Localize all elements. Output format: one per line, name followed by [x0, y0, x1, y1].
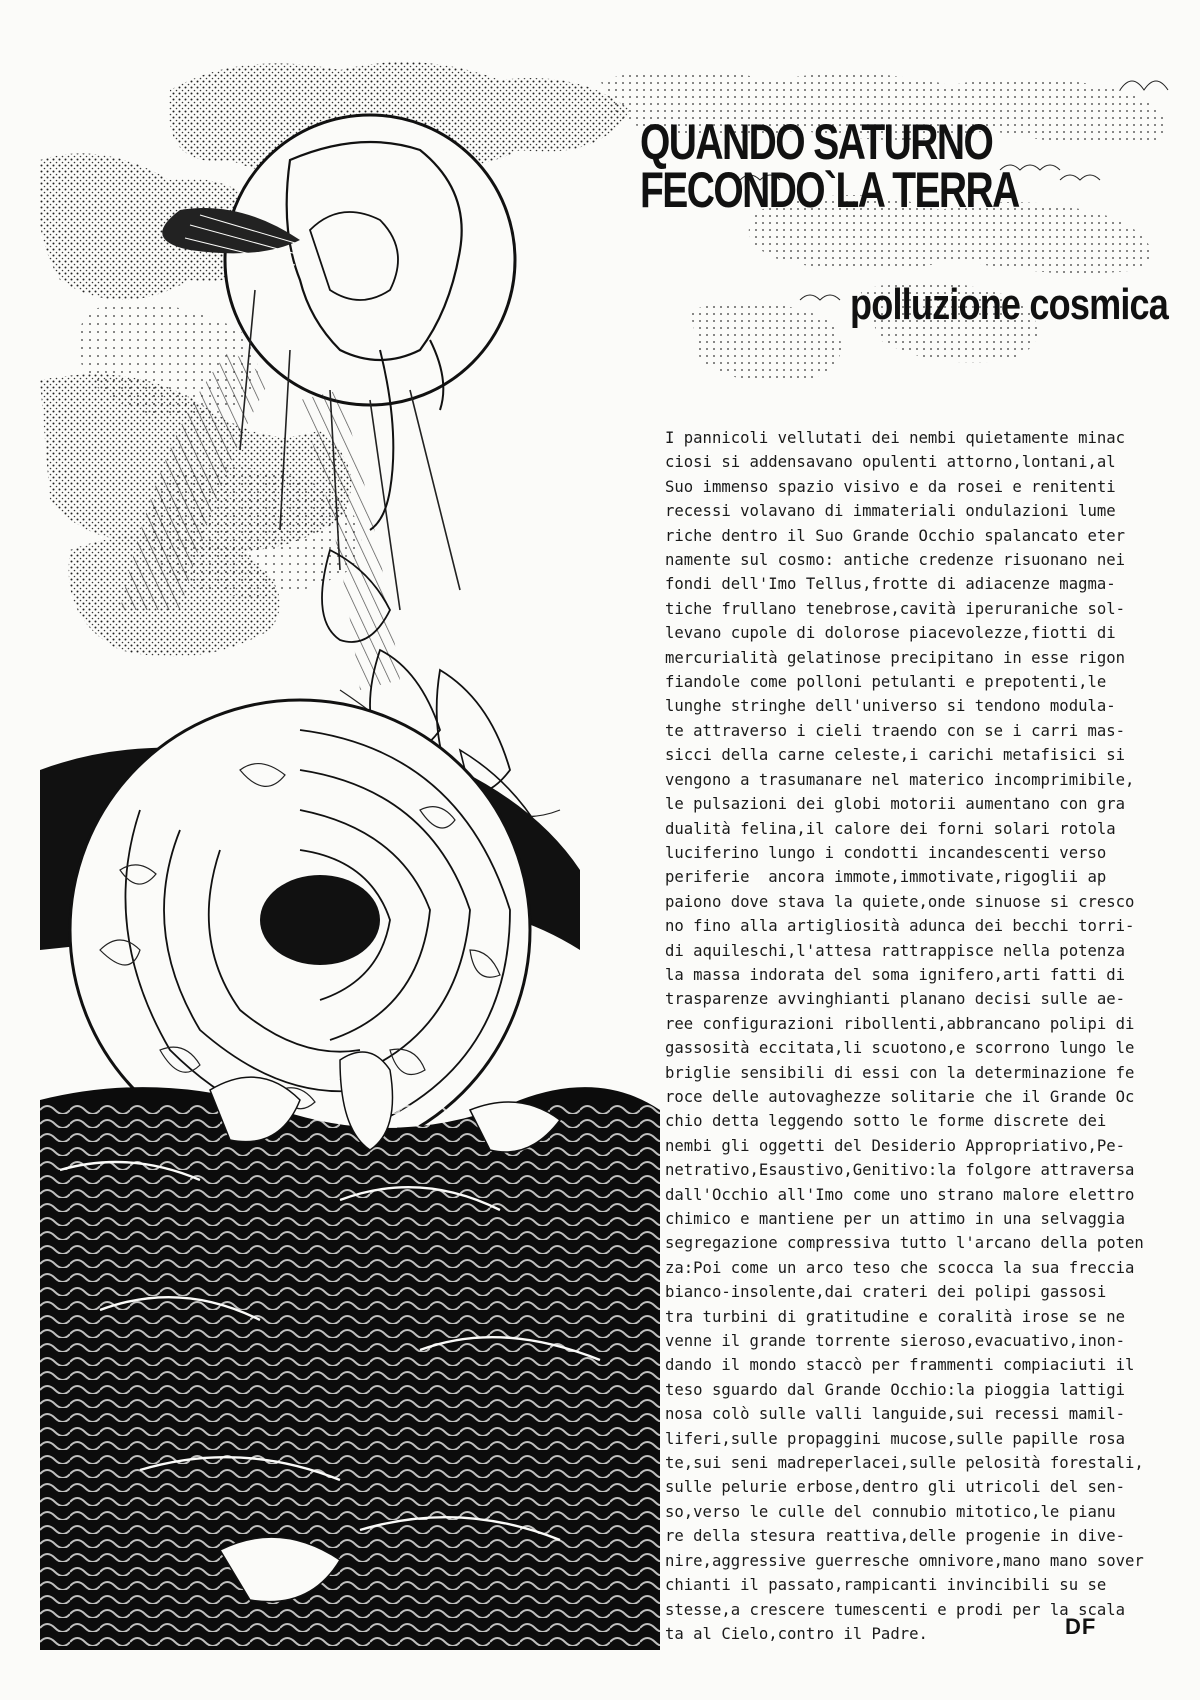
body-line: lunghe stringhe dell'universo si tendono modula- [665, 697, 1116, 716]
body-line: paiono dove stava la quiete,onde sinuose si cresco [665, 892, 1135, 911]
body-line: dall'Occhio all'Imo come uno strano malore elettro [665, 1185, 1135, 1204]
author-signature: DF [1065, 1614, 1097, 1639]
body-line: trasparenze avvinghianti planano decisi sulle ae- [665, 990, 1126, 1009]
body-line: nire,aggressive guerresche omnivore,mano mano sover [665, 1551, 1144, 1570]
body-line: periferie ancora immote,immotivate,rigoglii ap [665, 868, 1107, 887]
clouds-right-art [600, 60, 1180, 400]
article-subtitle: polluzione cosmica [850, 280, 1169, 329]
body-line: ciosi si addensavano opulenti attorno,lontani,al [665, 453, 1116, 472]
body-line: nosa colò sulle valli languide,sui recessi mamil- [665, 1405, 1126, 1424]
clouds-right [600, 60, 1180, 400]
body-line: namente sul cosmo: antiche credenze risuonano nei [665, 551, 1126, 570]
body-line: la massa indorata del soma ignifero,arti fatti di [665, 965, 1126, 984]
body-line: le pulsazioni dei globi motorii aumentano con gra [665, 795, 1126, 814]
body-line: mercurialità gelatinose precipitano in esse rigon [665, 648, 1126, 667]
body-line: di aquileschi,l'attesa rattrappisce nella potenza [665, 941, 1126, 960]
body-line: levano cupole di dolorose piacevolezze,fiotti di [665, 624, 1116, 643]
body-line: fiandole come polloni petulanti e prepotenti,le [665, 673, 1107, 692]
body-line: sulle pelurie erbose,dentro gli utricoli del sen- [665, 1478, 1126, 1497]
body-line: gassosità eccitata,li scuotono,e scorrono lungo le [665, 1039, 1135, 1058]
body-line: venne il grande torrente sieroso,evacuativo,inon- [665, 1332, 1126, 1351]
article-body [665, 426, 1185, 1646]
body-line: dando il mondo staccò per frammenti compiaciuti il [665, 1356, 1135, 1375]
body-line: no fino alla artigliosità adunca dei becchi torri- [665, 917, 1135, 936]
body-line: roce delle autovaghezze solitarie che il Grande Oc [665, 1087, 1135, 1106]
title-line-2: FECONDO`LA TERRA [640, 162, 1019, 218]
body-line: ta al Cielo,contro il Padre. [665, 1624, 928, 1643]
body-line: za:Poi come un arco teso che scocca la sua freccia [665, 1258, 1135, 1277]
body-line: chianti il passato,rampicanti invincibili su se [665, 1576, 1107, 1595]
article-title [640, 114, 1019, 218]
body-line: vengono a trasumanare nel materico incomprimibile, [665, 770, 1135, 789]
body-line: fondi dell'Imo Tellus,frotte di adiacenze magma- [665, 575, 1116, 594]
body-line: nembi gli oggetti del Desiderio Appropriativo,Pe- [665, 1136, 1126, 1155]
body-line: luciferino lungo i condotti incandescenti verso [665, 843, 1107, 862]
body-line: tiche frullano tenebrose,cavità iperuraniche sol- [665, 599, 1126, 618]
body-line: tra turbini di gratitudine e coralità irose se ne [665, 1307, 1126, 1326]
body-line: sicci della carne celeste,i carichi metafisici si [665, 746, 1126, 765]
body-line: te,sui seni madreperlacei,sulle pelosità forestali, [665, 1454, 1144, 1473]
body-line: te attraverso i cieli traendo con se i carri mas- [665, 721, 1126, 740]
body-line: so,verso le culle del connubio mitotico,le pianu [665, 1502, 1116, 1521]
body-line: re della stesura reattiva,delle progenie in dive- [665, 1527, 1126, 1546]
body-line: bianco-insolente,dai crateri dei polipi gassosi [665, 1283, 1107, 1302]
body-line: I pannicoli vellutati dei nembi quietamente minac [665, 429, 1126, 447]
body-line: liferi,sulle propaggini mucose,sulle papille rosa [665, 1429, 1126, 1448]
body-line: segregazione compressiva tutto l'arcano della poten [665, 1234, 1144, 1253]
body-line: netrativo,Esaustivo,Genitivo:la folgore attraversa [665, 1161, 1135, 1180]
dark-sea [40, 1052, 660, 1650]
body-line: chimico e mantiene per un attimo in una selvaggia [665, 1210, 1126, 1228]
body-line: recessi volavano di immateriali ondulazioni lume [665, 502, 1116, 521]
engraving-artwork [40, 50, 670, 1650]
body-line: Suo immenso spazio visivo e da rosei e renitenti [665, 477, 1116, 496]
title-line-1: QUANDO SATURNO [640, 114, 993, 170]
body-line: dualità felina,il calore dei forni solari rotola [665, 819, 1116, 838]
illustration [40, 50, 670, 1650]
body-line: chio detta leggendo sotto le forme discrete dei [665, 1112, 1107, 1131]
body-line: stesse,a crescere tumescenti e prodi per la scala [665, 1600, 1126, 1619]
body-line: riche dentro il Suo Grande Occhio spalancato eter [665, 526, 1126, 545]
body-line: teso sguardo dal Grande Occhio:la pioggia lattigi [665, 1380, 1126, 1399]
body-line: ree configurazioni ribollenti,abbrancano polipi di [665, 1014, 1135, 1033]
body-line: briglie sensibili di essi con la determinazione fe [665, 1063, 1135, 1082]
